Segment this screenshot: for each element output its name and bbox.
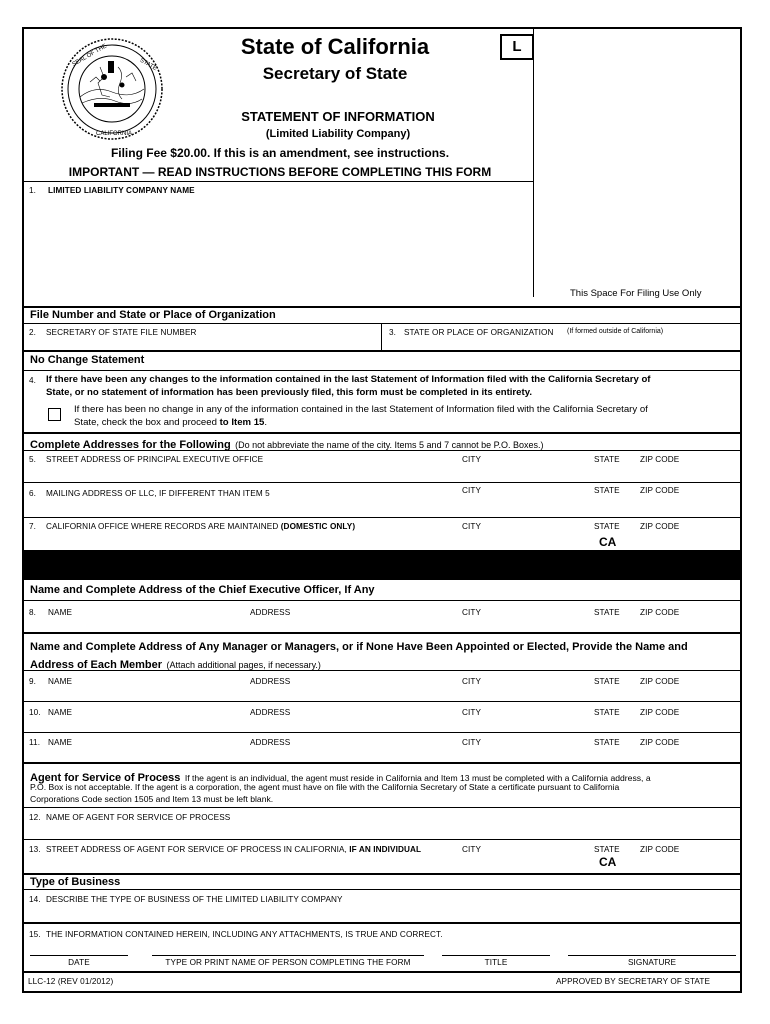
managers-title-line1: Name and Complete Address of Any Manager or Managers, or if None Have Been Appointed or Elected, Provide the Name and [30, 641, 688, 653]
item5-number: 5. [29, 455, 37, 464]
form-letter-box: L [500, 34, 534, 60]
item10-zip-label: ZIP CODE [640, 708, 680, 717]
agent-title: Agent for Service of Process [30, 772, 181, 784]
manager2-name-input[interactable] [30, 719, 244, 731]
mailing-city-input[interactable] [460, 500, 589, 514]
state-title: State of California [240, 34, 430, 59]
item8-zip-label: ZIP CODE [640, 608, 680, 617]
form-subtitle: (Limited Liability Company) [265, 128, 411, 140]
manager2-zip-input[interactable] [638, 719, 740, 731]
manager1-address-input[interactable] [248, 688, 457, 700]
llc-name-input[interactable] [30, 200, 529, 290]
manager1-name-input[interactable] [30, 688, 244, 700]
title-input[interactable] [442, 942, 552, 954]
item14-label: DESCRIBE THE TYPE OF BUSINESS OF THE LIMITED LIABILITY COMPANY [46, 895, 343, 904]
ceo-zip-input[interactable] [638, 619, 740, 631]
item9-state-label: STATE [594, 677, 620, 686]
item6-zip-label: ZIP CODE [640, 486, 680, 495]
item9-address-label: ADDRESS [250, 677, 291, 686]
state-seal-icon [60, 37, 164, 141]
date-input[interactable] [30, 942, 132, 954]
title-label: TITLE [484, 958, 508, 967]
ceo-city-input[interactable] [460, 619, 589, 631]
item13-number: 13. [29, 845, 41, 854]
form-code: LLC-12 (REV 01/2012) [28, 977, 114, 986]
business-title: Type of Business [30, 876, 121, 888]
agent-name-input[interactable] [30, 824, 739, 838]
item4-number: 4. [29, 376, 37, 385]
item13-state-value: CA [599, 855, 617, 869]
type-name-label: TYPE OR PRINT NAME OF PERSON COMPLETING THE FORM [165, 958, 411, 967]
item9-city-label: CITY [462, 677, 482, 686]
item6-city-label: CITY [462, 486, 482, 495]
item8-state-label: STATE [594, 608, 620, 617]
item9-number: 9. [29, 677, 37, 686]
item8-name-label: NAME [48, 608, 73, 617]
item2-number: 2. [29, 328, 37, 337]
addresses-note: (Do not abbreviate the name of the city. Items 5 and 7 cannot be P.O. Boxes.) [235, 440, 544, 450]
item13-label: STREET ADDRESS OF AGENT FOR SERVICE OF PROCESS IN CALIFORNIA, [46, 845, 347, 854]
secretary-title: Secretary of State [262, 64, 408, 83]
item12-label: NAME OF AGENT FOR SERVICE OF PROCESS [46, 813, 231, 822]
manager1-state-input[interactable] [592, 688, 636, 700]
ceo-title: Name and Complete Address of the Chief Executive Officer, If Any [30, 584, 375, 596]
state-of-organization-input[interactable] [386, 338, 740, 349]
item11-number: 11. [29, 738, 41, 747]
item11-state-label: STATE [594, 738, 620, 747]
manager3-city-input[interactable] [460, 749, 589, 761]
form-title: STATEMENT OF INFORMATION [241, 109, 435, 124]
item11-city-label: CITY [462, 738, 482, 747]
item6-number: 6. [29, 489, 37, 498]
item1-label: LIMITED LIABILITY COMPANY NAME [48, 186, 195, 195]
ceo-state-input[interactable] [592, 619, 636, 631]
agent-address-input[interactable] [30, 857, 454, 870]
item10-number: 10. [29, 708, 41, 717]
item5-zip-label: ZIP CODE [640, 455, 680, 464]
item7-state-label: STATE [594, 522, 620, 531]
item13-if-individual: IF AN INDIVIDUAL [349, 845, 422, 854]
records-office-zip-input[interactable] [638, 534, 740, 548]
principal-office-address-input[interactable] [30, 467, 454, 481]
item13-state-label: STATE [594, 845, 620, 854]
manager3-zip-input[interactable] [638, 749, 740, 761]
item8-city-label: CITY [462, 608, 482, 617]
agent-zip-input[interactable] [638, 857, 740, 870]
manager3-state-input[interactable] [592, 749, 636, 761]
approved-label: APPROVED BY SECRETARY OF STATE [556, 977, 711, 986]
item6-state-label: STATE [594, 486, 620, 495]
manager3-name-input[interactable] [30, 749, 244, 761]
manager1-zip-input[interactable] [638, 688, 740, 700]
records-office-city-input[interactable] [460, 534, 589, 548]
no-change-checkbox[interactable] [48, 408, 61, 421]
item15-label: THE INFORMATION CONTAINED HEREIN, INCLUDING ANY ATTACHMENTS, IS TRUE AND CORRECT. [46, 930, 443, 939]
item5-state-label: STATE [594, 455, 620, 464]
item9-name-label: NAME [48, 677, 73, 686]
signature-field[interactable] [568, 942, 736, 954]
file-section-title: File Number and State or Place of Organization [30, 309, 276, 321]
item10-state-label: STATE [594, 708, 620, 717]
item10-city-label: CITY [462, 708, 482, 717]
item13-city-label: CITY [462, 845, 482, 854]
manager1-city-input[interactable] [460, 688, 589, 700]
svg-text:STATE: STATE [138, 57, 158, 73]
agent-text-line3: Corporations Code section 1505 and Item 13 must be left blank. [30, 794, 274, 804]
item10-address-label: ADDRESS [250, 708, 291, 717]
item3-label: STATE OR PLACE OF ORGANIZATION [404, 328, 554, 337]
ceo-address-input[interactable] [248, 619, 457, 631]
principal-office-state-input[interactable] [592, 467, 636, 481]
item6-label: MAILING ADDRESS OF LLC, IF DIFFERENT THAN ITEM 5 [46, 489, 270, 498]
item13-zip-label: ZIP CODE [640, 845, 680, 854]
mailing-address-input[interactable] [30, 500, 454, 514]
ceo-name-input[interactable] [30, 619, 244, 631]
file-number-input[interactable] [200, 326, 379, 344]
mailing-state-input[interactable] [592, 500, 636, 514]
item11-name-label: NAME [48, 738, 73, 747]
agent-city-input[interactable] [460, 857, 589, 870]
checkbox-text-item15: to Item 15 [219, 417, 265, 428]
manager2-address-input[interactable] [248, 719, 457, 731]
checkbox-text-period: . [264, 417, 268, 428]
item7-city-label: CITY [462, 522, 482, 531]
completer-name-input[interactable] [152, 942, 426, 954]
item1-number: 1. [29, 186, 37, 195]
principal-office-zip-input[interactable] [638, 467, 740, 481]
item7-domestic-only: (DOMESTIC ONLY) [280, 522, 356, 531]
signature-label: SIGNATURE [627, 958, 677, 967]
item7-zip-label: ZIP CODE [640, 522, 680, 531]
item12-number: 12. [29, 813, 41, 822]
mailing-zip-input[interactable] [638, 500, 740, 514]
agent-text-line2: P.O. Box is not acceptable. If the agent is a corporation, the agent must have on file with the California Secretary of State a certificate pursuant to California [30, 782, 620, 792]
manager2-city-input[interactable] [460, 719, 589, 731]
item8-address-label: ADDRESS [250, 608, 291, 617]
date-label: DATE [68, 958, 90, 967]
item7-label: CALIFORNIA OFFICE WHERE RECORDS ARE MAINTAINED [46, 522, 279, 531]
item4-line2: State, or no statement of information has been previously filed, this form must be completed in its entirety. [46, 387, 532, 398]
principal-office-city-input[interactable] [460, 467, 589, 481]
item3-number: 3. [389, 328, 397, 337]
item14-number: 14. [29, 895, 41, 904]
important-notice: IMPORTANT — READ INSTRUCTIONS BEFORE COMPLETING THIS FORM [68, 165, 492, 179]
item4-line1: If there have been any changes to the information contained in the last Statement of Information filed with the California Secretary of [46, 374, 651, 385]
item7-state-value: CA [599, 535, 617, 549]
item11-address-label: ADDRESS [250, 738, 291, 747]
item7-number: 7. [29, 522, 37, 531]
filing-fee: Filing Fee $20.00. If this is an amendment, see instructions. [110, 146, 450, 160]
svg-text:SEAL OF THE: SEAL OF THE [71, 43, 108, 68]
item5-label: STREET ADDRESS OF PRINCIPAL EXECUTIVE OFFICE [46, 455, 264, 464]
records-office-address-input[interactable] [30, 534, 454, 548]
agent-text-line1: If the agent is an individual, the agent must reside in California and Item 13 must be completed with a California address, a [184, 773, 651, 783]
addresses-title: Complete Addresses for the Following [30, 439, 231, 451]
item8-number: 8. [29, 608, 37, 617]
manager2-state-input[interactable] [592, 719, 636, 731]
item11-zip-label: ZIP CODE [640, 738, 680, 747]
item2-label: SECRETARY OF STATE FILE NUMBER [46, 328, 197, 337]
item10-name-label: NAME [48, 708, 73, 717]
item15-number: 15. [29, 930, 41, 939]
managers-title-line2: Address of Each Member [30, 659, 163, 671]
managers-note: (Attach additional pages, if necessary.) [166, 660, 321, 670]
checkbox-text-line2a: State, check the box and proceed [74, 417, 217, 428]
item5-city-label: CITY [462, 455, 482, 464]
filing-space-label: This Space For Filing Use Only [570, 288, 702, 299]
item9-zip-label: ZIP CODE [640, 677, 680, 686]
manager3-address-input[interactable] [248, 749, 457, 761]
checkbox-text-line1: If there has been no change in any of the information contained in the last Statement of Information filed with the California Secretary of [74, 404, 648, 415]
item3-note: (If formed outside of California) [567, 328, 664, 335]
no-change-title: No Change Statement [30, 354, 145, 366]
svg-text:CALIFORNIA: CALIFORNIA [96, 131, 133, 137]
business-type-input[interactable] [30, 906, 739, 920]
section-divider-bar [22, 550, 742, 580]
